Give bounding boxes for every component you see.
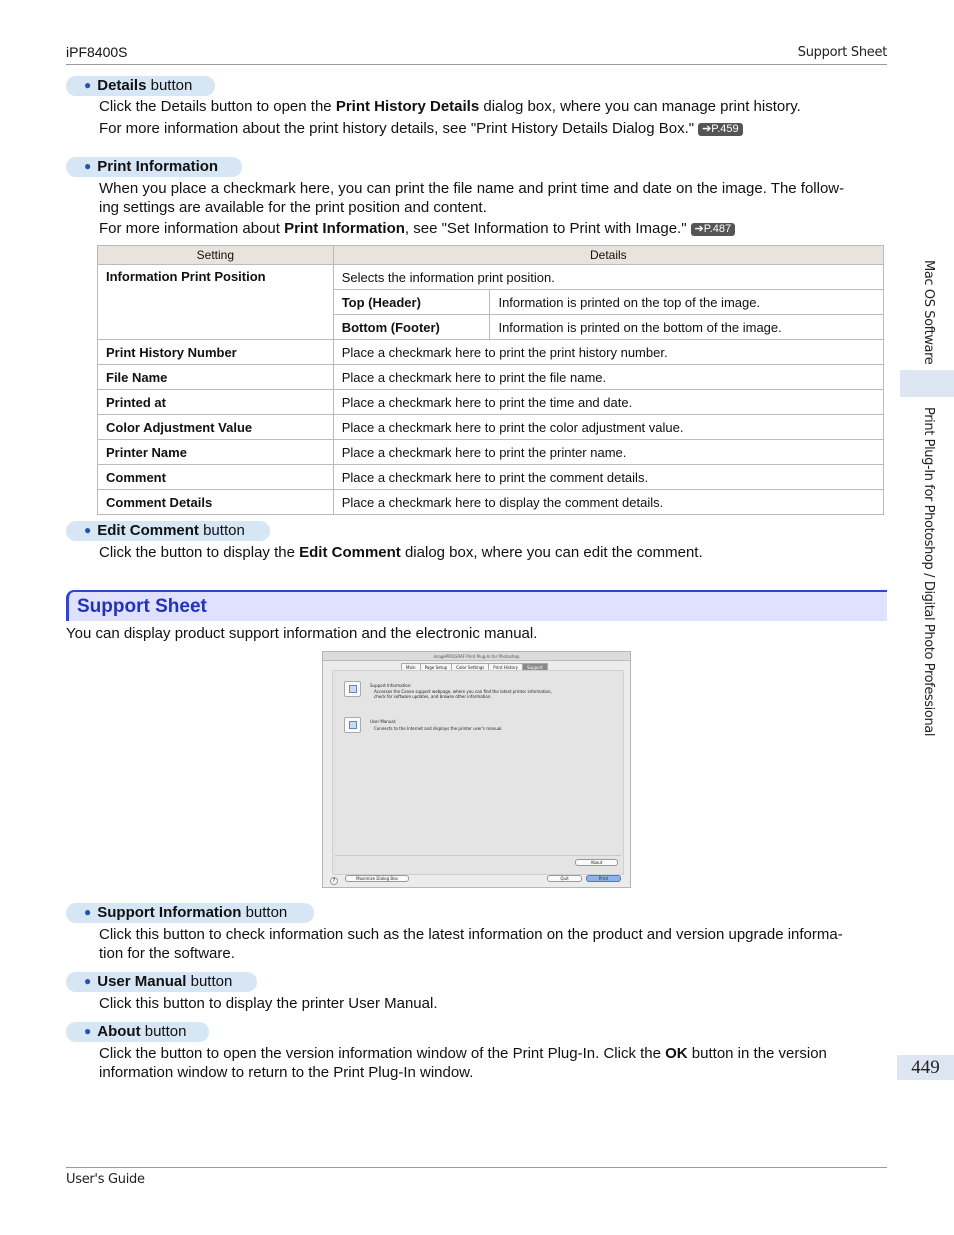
print-info-line2: ing settings are available for the print position and content. [99,199,487,216]
about-line1: Click the button to open the version information window of the Print Plug-In. Click the OK button in the version [99,1045,827,1062]
tab-main[interactable]: Main [401,663,421,672]
header-model: iPF8400S [66,44,128,60]
print-info-heading: ● Print Information [66,157,242,177]
manual-icon [349,721,357,729]
support-panel [332,670,624,875]
bullet-icon: ● [84,1024,92,1038]
support-sheet-intro: You can display product support information and the electronic manual. [66,625,538,642]
header-rule [66,64,887,65]
row-desc: Place a checkmark here to print the comment details. [333,465,883,490]
details-heading: ● Details button [66,76,215,96]
maximize-button[interactable]: Maximize Dialog Box [345,875,409,882]
user-manual-desc: Click this button to display the printer User Manual. [99,995,438,1012]
print-button[interactable]: Print [586,875,621,882]
header-setting: Setting [98,246,334,265]
support-information-heading: ● Support Information button [66,903,314,923]
window-title: imagePROGRAF Print Plug-In for Photoshop [323,652,630,661]
bullet-icon: ● [84,974,92,988]
row-desc: Place a checkmark here to print the printer name. [333,440,883,465]
support-info-title: Support Information: [370,683,412,688]
about-heading: ● About button [66,1022,209,1042]
tab-color-settings[interactable]: Color Settings [451,663,489,672]
page-ref-link[interactable]: ➔P.459 [698,123,743,136]
footer-guide: User's Guide [66,1172,145,1187]
row-name: Information Print Position [98,265,334,340]
divider [335,855,621,856]
row-name: Print History Number [98,340,334,365]
about-button[interactable]: About [575,859,618,866]
bullet-icon: ● [84,159,92,173]
print-info-more: For more information about Print Information, see "Set Information to Print with Image." ➔P.487 [99,219,735,238]
table-row [98,490,884,515]
table-row [98,465,884,490]
tab-print-history[interactable]: Print History [488,663,523,672]
row-desc: Place a checkmark here to print the file name. [333,365,883,390]
details-more: For more information about the print history details, see "Print History Details Dialog Box." ➔P.459 [99,119,743,138]
support-info-line1: Accesses the Canon support webpage, where you can find the latest printer information, [374,689,552,694]
section-title: Support Sheet [77,596,207,617]
option-name: Bottom (Footer) [333,315,490,340]
row-desc: Selects the information print position. [333,265,883,290]
table-row [98,340,884,365]
tab-page-setup[interactable]: Page Setup [420,663,453,672]
bullet-icon: ● [84,78,92,92]
print-info-line1: When you place a checkmark here, you can print the file name and print time and date on the image. The follow- [99,180,845,197]
bullet-icon: ● [84,523,92,537]
option-name: Top (Header) [333,290,490,315]
manual-title: User Manual: [370,719,397,724]
row-name: Printer Name [98,440,334,465]
table-row [98,415,884,440]
tab-support[interactable]: Support [522,663,548,672]
table-row [98,265,884,290]
table-header [98,246,884,265]
manual-line: Connects to the Internet and displays the printer user's manual. [374,726,503,731]
row-desc: Place a checkmark here to display the comment details. [333,490,883,515]
side-tab-mac-os[interactable]: Mac OS Software [921,260,936,365]
edit-comment-desc: Click the button to display the Edit Comment dialog box, where you can edit the comment. [99,544,703,561]
user-manual-heading: ● User Manual button [66,972,257,992]
row-desc: Place a checkmark here to print the color adjustment value. [333,415,883,440]
row-name: File Name [98,365,334,390]
support-sheet-screenshot [322,651,631,888]
print-info-table [97,245,884,515]
page-number: 449 [897,1055,954,1080]
about-line2: information window to return to the Print Plug-In window. [99,1064,474,1081]
quit-button[interactable]: Quit [547,875,582,882]
details-desc: Click the Details button to open the Print History Details dialog box, where you can manage print history. [99,98,801,115]
row-desc: Place a checkmark here to print the print history number. [333,340,883,365]
support-icon [349,685,357,693]
row-name: Color Adjustment Value [98,415,334,440]
side-tab-plugin[interactable]: Print Plug-In for Photoshop / Digital Photo Professional [921,407,936,737]
bullet-icon: ● [84,905,92,919]
user-manual-button[interactable] [344,717,361,733]
table-row [98,365,884,390]
support-information-line1: Click this button to check information such as the latest information on the product and version upgrade informa- [99,926,843,943]
table-row [98,390,884,415]
support-information-line2: tion for the software. [99,945,235,962]
section-title-bar [66,590,887,621]
row-name: Comment [98,465,334,490]
edit-comment-heading: ● Edit Comment button [66,521,270,541]
table-row [98,440,884,465]
page-ref-link[interactable]: ➔P.487 [691,223,736,236]
side-tab-highlight [900,370,954,397]
footer-rule [66,1167,887,1168]
support-info-line2: check for software updates, and browse other information. [374,694,492,699]
row-name: Comment Details [98,490,334,515]
header-section: Support Sheet [797,45,887,60]
row-name: Printed at [98,390,334,415]
header-details: Details [333,246,883,265]
option-desc: Information is printed on the top of the image. [490,290,884,315]
support-information-button[interactable] [344,681,361,697]
help-icon[interactable]: ? [330,877,338,885]
row-desc: Place a checkmark here to print the time and date. [333,390,883,415]
option-desc: Information is printed on the bottom of the image. [490,315,884,340]
